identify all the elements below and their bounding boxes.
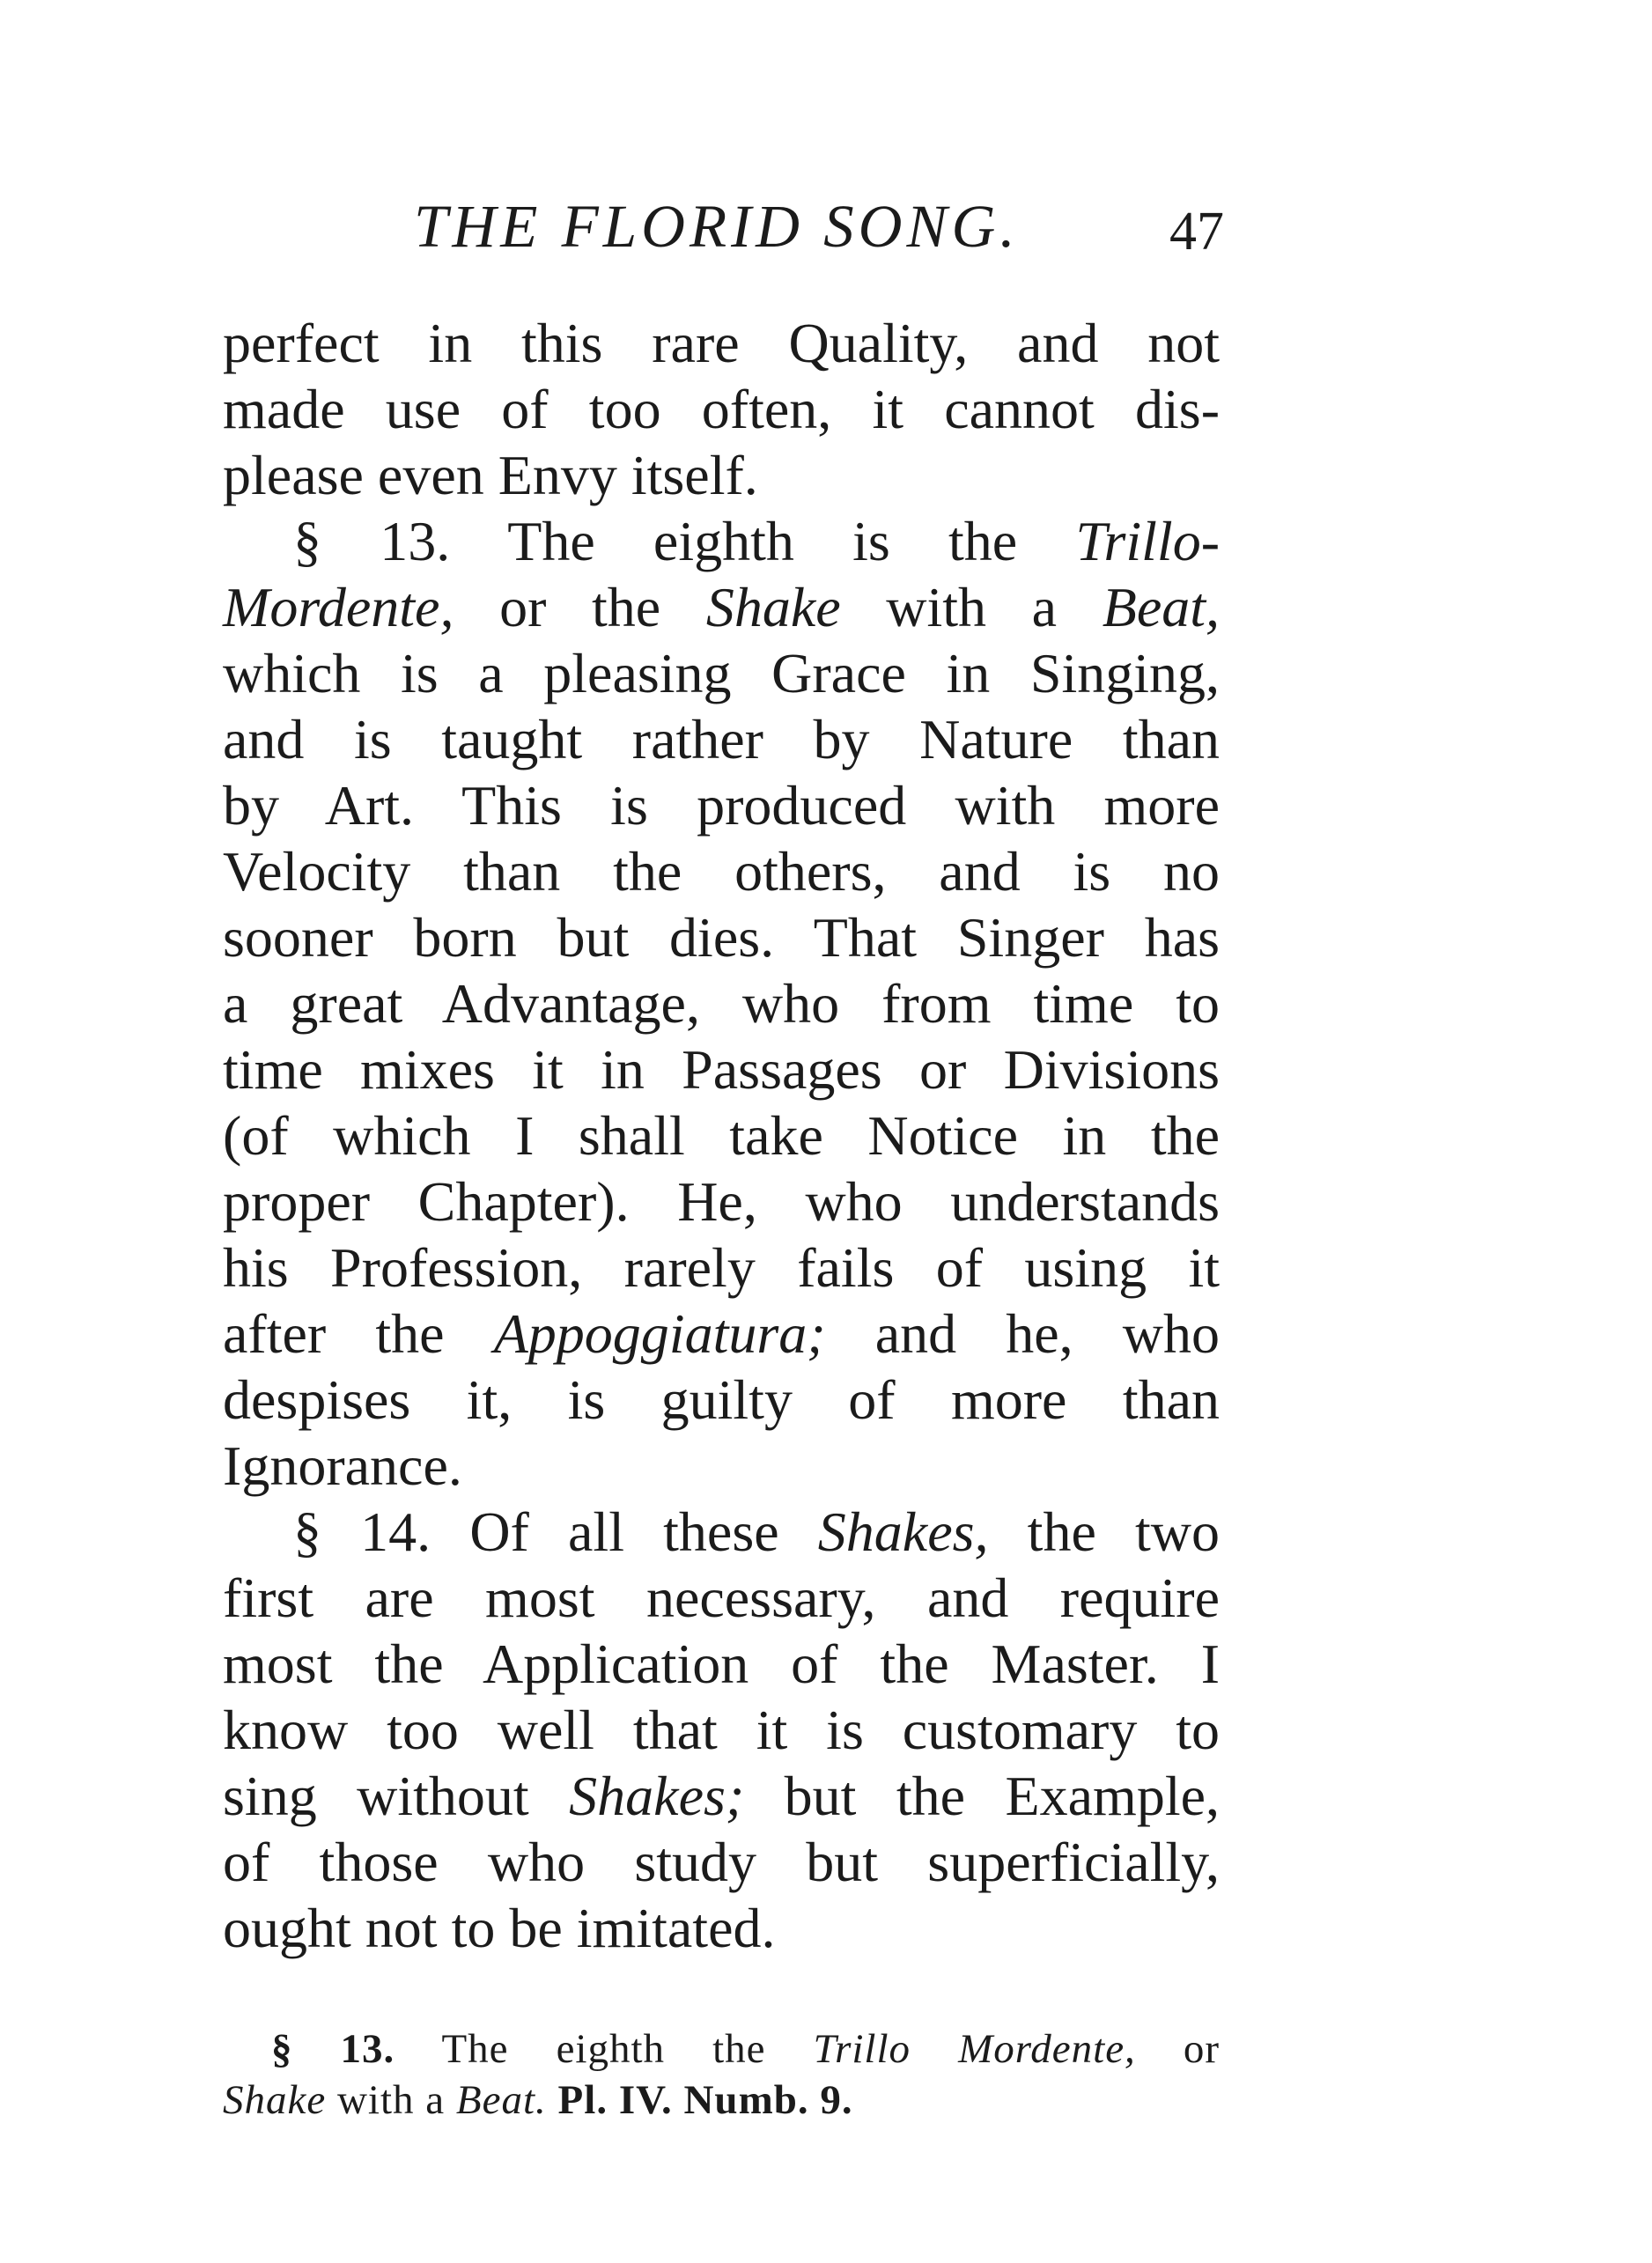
text-line: after the Appoggiatura; and he, who xyxy=(223,1302,1221,1365)
text-line: proper Chapter). He, who understands xyxy=(223,1170,1220,1233)
text-line: of those who study but superficially, xyxy=(223,1831,1220,1893)
text-line: his Profession, rarely fails of using it xyxy=(223,1236,1220,1299)
text-line: ought not to be imitated. xyxy=(223,1897,776,1959)
text-line: time mixes it in Passages or Divisions xyxy=(223,1038,1220,1101)
text-line: despises it, is guilty of more than xyxy=(223,1368,1220,1431)
body-text xyxy=(223,310,1220,1961)
text-line: Ignorance. xyxy=(223,1434,462,1497)
text-line: Velocity than the others, and is no xyxy=(223,840,1220,903)
paragraph-14-start: § 14. Of all these Shakes, the two xyxy=(293,1500,1220,1563)
text-line: (of which I shall take Notice in the xyxy=(223,1104,1220,1167)
text-line: perfect in this rare Quality, and not xyxy=(223,312,1220,374)
text-line: sooner born but dies. That Singer has xyxy=(223,906,1220,969)
footnote xyxy=(223,2023,1220,2126)
text-line: Mordente, or the Shake with a Beat, xyxy=(223,576,1220,638)
footnote-line: Shake with a Beat. Pl. IV. Numb. 9. xyxy=(223,2077,853,2123)
running-title: THE FLORID SONG. xyxy=(414,193,1020,260)
page-number: 47 xyxy=(1169,202,1224,262)
text-line: most the Application of the Master. I xyxy=(223,1633,1220,1695)
paragraph-13-start: § 13. The eighth is the Trillo- xyxy=(293,510,1220,572)
running-head xyxy=(220,192,1224,271)
text-line: made use of too often, it cannot dis- xyxy=(223,378,1220,440)
text-line: and is taught rather by Nature than xyxy=(223,708,1220,770)
text-line: a great Advantage, who from time to xyxy=(223,972,1220,1035)
text-line: which is a pleasing Grace in Singing, xyxy=(223,642,1220,704)
text-line: sing without Shakes; but the Example, xyxy=(223,1765,1221,1827)
text-line: first are most necessary, and require xyxy=(223,1566,1220,1629)
text-line: by Art. This is produced with more xyxy=(223,774,1220,837)
text-line: please even Envy itself. xyxy=(223,444,758,506)
text-line: know too well that it is customary to xyxy=(223,1699,1220,1761)
footnote-line: § 13. The eighth the Trillo Mordente, or xyxy=(271,2026,1220,2072)
